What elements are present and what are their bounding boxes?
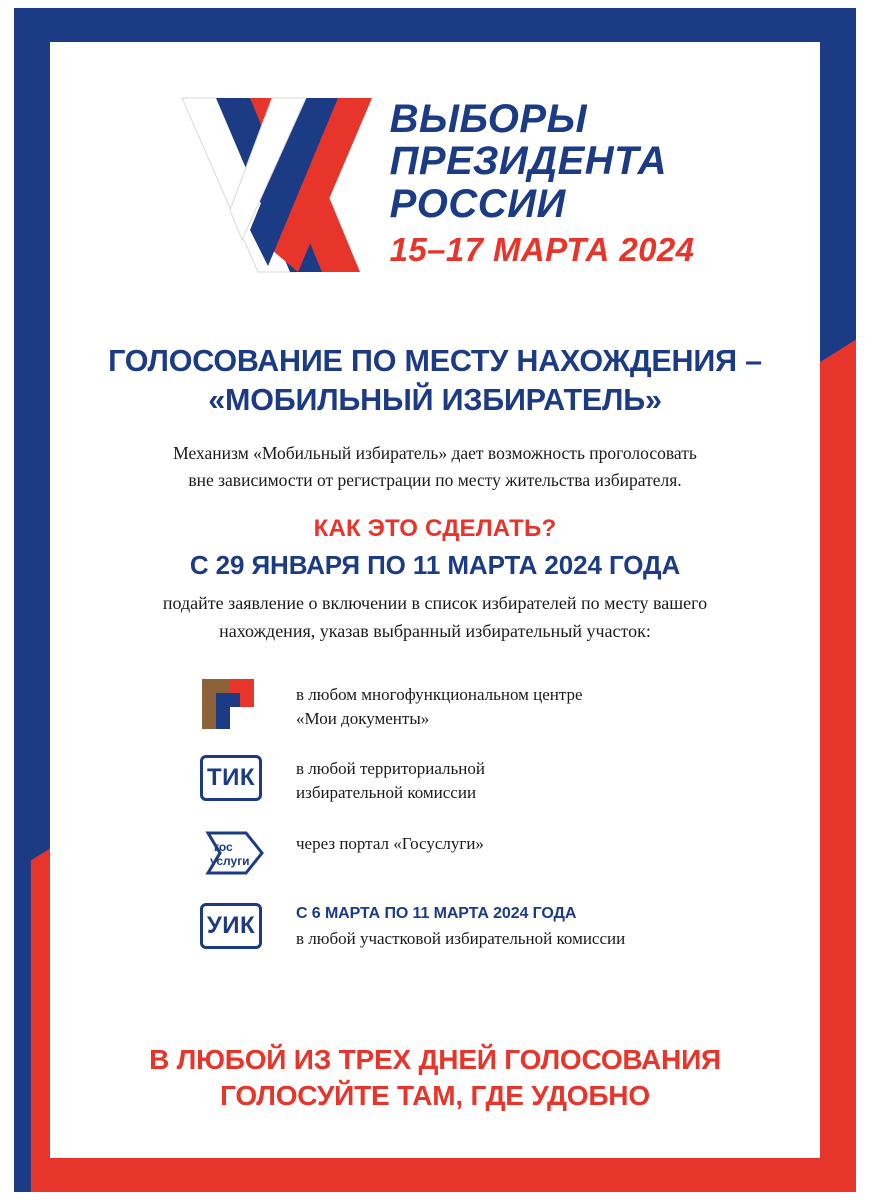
footer-slogan-line-1: В ЛЮБОЙ ИЗ ТРЕХ ДНЕЙ ГОЛОСОВАНИЯ [149, 1044, 721, 1075]
page-title [50, 342, 820, 420]
mfc-logo-icon [200, 678, 296, 730]
uik-badge-label: УИК [200, 903, 262, 949]
howto-question: КАК ЭТО СДЕЛАТЬ? [313, 515, 557, 542]
tik-badge-icon [200, 752, 296, 804]
list-item-line-1: в любой участковой избирательной комиссии [296, 929, 626, 949]
list-item-text [296, 827, 484, 856]
list-item-text [296, 678, 583, 731]
lead-paragraph [50, 440, 820, 494]
footer-slogan-line-2: ГОЛОСУЙТЕ ТАМ, ГДЕ УДОБНО [220, 1080, 650, 1112]
howto-body [50, 590, 820, 646]
channel-list [200, 678, 760, 973]
svg-text:услуги: услуги [210, 853, 250, 868]
list-item-text [296, 900, 625, 952]
list-item [200, 900, 760, 952]
logo-line-1: ВЫБОРЫ [389, 97, 588, 141]
page-title-line-2: «МОБИЛЬНЫЙ ИЗБИРАТЕЛЬ» [208, 383, 662, 418]
list-item-line-1: в любой территориальной [296, 759, 485, 779]
svg-text:гос: гос [214, 839, 233, 854]
gosuslugi-logo-icon [200, 827, 296, 879]
list-item [200, 752, 760, 805]
footer-slogan [50, 1042, 820, 1115]
list-item-line-2: избирательной комиссии [296, 783, 477, 803]
uik-badge-icon [200, 900, 296, 952]
list-item-text [296, 752, 485, 805]
list-item-line-1: через портал «Госуслуги» [296, 833, 484, 853]
howto-body-line-2: нахождения, указав выбранный избирательный участок: [219, 620, 651, 641]
list-item [200, 827, 760, 879]
poster-page [50, 42, 820, 1158]
russian-flag-v-logo-icon [176, 90, 376, 290]
logo-line-2: ПРЕЗИДЕНТА [389, 139, 667, 184]
logo-block [50, 90, 820, 290]
page-title-line-1: ГОЛОСОВАНИЕ ПО МЕСТУ НАХОЖДЕНИЯ – [108, 344, 762, 378]
list-item-highlight: С 6 МАРТА ПО 11 МАРТА 2024 ГОДА [296, 904, 577, 922]
logo-line-3: РОССИИ [389, 181, 566, 226]
list-item [200, 678, 760, 731]
logo-dates: 15–17 МАРТА 2024 [389, 231, 695, 269]
list-item-line-1: в любом многофункциональном центре [296, 685, 583, 704]
logo-text [390, 90, 695, 269]
list-item-line-2: «Мои документы» [296, 709, 430, 729]
howto-period: С 29 ЯНВАРЯ ПО 11 МАРТА 2024 ГОДА [189, 550, 681, 580]
lead-line-1: Механизм «Мобильный избиратель» дает возможность проголосовать [173, 443, 697, 463]
howto-body-line-1: подайте заявление о включении в список избирателей по месту вашего [162, 593, 708, 613]
tik-badge-label: ТИК [200, 755, 262, 801]
lead-line-2: вне зависимости от регистрации по месту жительства избирателя. [188, 470, 682, 491]
